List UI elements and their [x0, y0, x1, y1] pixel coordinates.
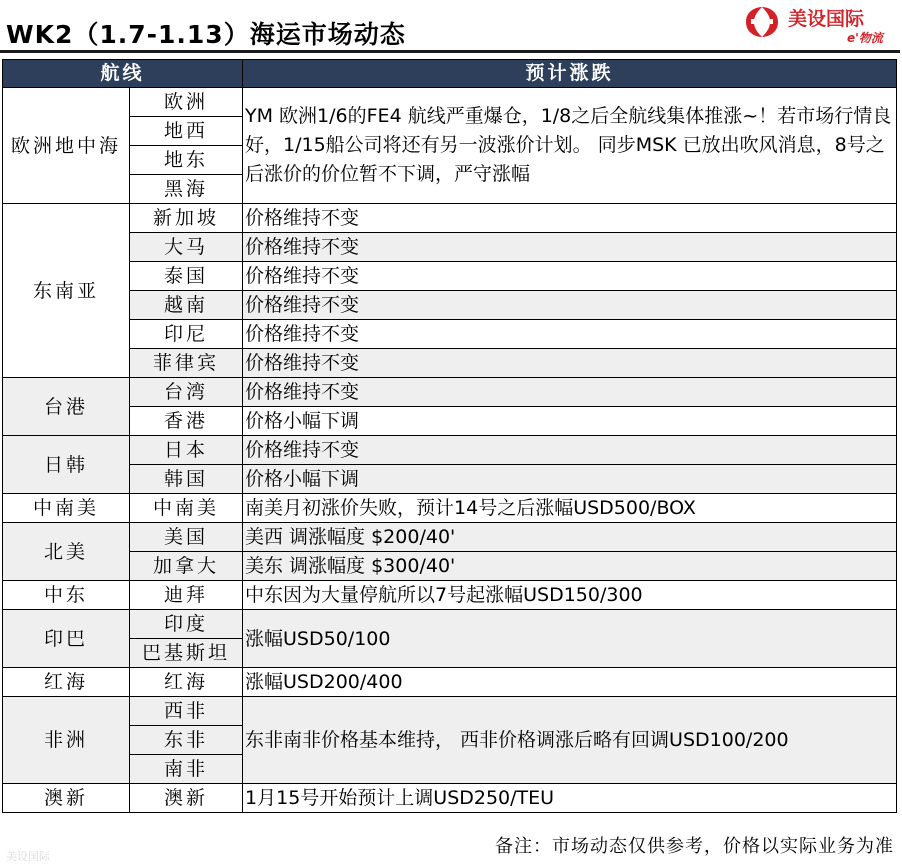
table-row [3, 610, 897, 639]
forecast-cell: 中东因为大量停航所以7号起涨幅USD150/300 [243, 581, 897, 610]
forecast-cell: 价格维持不变 [243, 262, 897, 291]
region-cell-japan-korea: 日韩 [3, 436, 130, 494]
route-cell: 东非 [130, 726, 243, 755]
table-row [3, 320, 897, 349]
route-cell: 地东 [130, 146, 243, 175]
forecast-cell: 美西 调涨幅度 $200/40' [243, 523, 897, 552]
forecast-cell-europe: YM 欧洲1/6的FE4 航线严重爆仓，1/8之后全航线集体推涨~！若市场行情良好，1/15船公司将还有另一波涨价计划。 同步MSK 已放出吹风消息，8号之后涨价的价位暂不下调，严守涨幅 [243, 88, 897, 204]
route-cell: 印度 [130, 610, 243, 639]
forecast-cell: 东非南非价格基本维持， 西非价格调涨后略有回调USD100/200 [243, 697, 897, 784]
route-cell: 巴基斯坦 [130, 639, 243, 668]
region-cell-middle-east: 中东 [3, 581, 130, 610]
logo-mark-icon [742, 5, 782, 39]
table-row [3, 697, 897, 726]
company-logo [742, 1, 902, 47]
route-cell: 中南美 [130, 494, 243, 523]
region-cell-anz: 澳新 [3, 784, 130, 813]
table-row [3, 581, 897, 610]
table-row [3, 349, 897, 378]
region-cell-north-america: 北美 [3, 523, 130, 581]
table-header-row [3, 60, 897, 88]
route-cell: 南非 [130, 755, 243, 784]
table-row [3, 204, 897, 233]
page-title: WK2（1.7-1.13）海运市场动态 [6, 20, 406, 49]
route-cell: 迪拜 [130, 581, 243, 610]
route-cell: 泰国 [130, 262, 243, 291]
route-cell: 菲律宾 [130, 349, 243, 378]
region-cell-europe: 欧洲地中海 [3, 88, 130, 204]
table-row [3, 436, 897, 465]
freight-market-table [2, 59, 897, 813]
forecast-cell: 价格小幅下调 [243, 407, 897, 436]
region-cell-africa: 非洲 [3, 697, 130, 784]
logo-sub-text: e'物流 [847, 31, 883, 45]
route-cell: 澳新 [130, 784, 243, 813]
forecast-cell: 价格维持不变 [243, 320, 897, 349]
table-row [3, 523, 897, 552]
forecast-cell: 价格维持不变 [243, 436, 897, 465]
title-rule [0, 50, 900, 53]
table-row [3, 233, 897, 262]
forecast-cell: 1月15号开始预计上调USD250/TEU [243, 784, 897, 813]
footnote: 备注：市场动态仅供参考，价格以实际业务为准 [495, 836, 894, 857]
header-route: 航线 [3, 60, 243, 88]
forecast-cell: 美东 调涨幅度 $300/40' [243, 552, 897, 581]
table-row [3, 291, 897, 320]
route-cell: 新加坡 [130, 204, 243, 233]
route-cell: 印尼 [130, 320, 243, 349]
region-cell-red-sea: 红海 [3, 668, 130, 697]
route-cell: 日本 [130, 436, 243, 465]
table-row [3, 784, 897, 813]
forecast-cell: 价格小幅下调 [243, 465, 897, 494]
route-cell: 大马 [130, 233, 243, 262]
table-row [3, 552, 897, 581]
faint-watermark-text: 美设国际 [6, 850, 50, 863]
logo-brand-text: 美设国际 [788, 8, 865, 30]
region-cell-taiwan-hk: 台港 [3, 378, 130, 436]
header-forecast: 预计涨跌 [243, 60, 897, 88]
table-row [3, 668, 897, 697]
region-cell-india-pakistan: 印巴 [3, 610, 130, 668]
route-cell: 地西 [130, 117, 243, 146]
table-row [3, 88, 897, 117]
forecast-cell: 价格维持不变 [243, 233, 897, 262]
route-cell: 美国 [130, 523, 243, 552]
route-cell: 欧洲 [130, 88, 243, 117]
region-cell-central-south-america: 中南美 [3, 494, 130, 523]
table-row [3, 465, 897, 494]
table-row [3, 494, 897, 523]
forecast-cell: 涨幅USD200/400 [243, 668, 897, 697]
forecast-cell: 南美月初涨价失败，预计14号之后涨幅USD500/BOX [243, 494, 897, 523]
region-cell-southeast-asia: 东南亚 [3, 204, 130, 378]
route-cell: 加拿大 [130, 552, 243, 581]
forecast-cell: 涨幅USD50/100 [243, 610, 897, 668]
table-row [3, 262, 897, 291]
route-cell: 红海 [130, 668, 243, 697]
route-cell: 西非 [130, 697, 243, 726]
route-cell: 台湾 [130, 378, 243, 407]
route-cell: 香港 [130, 407, 243, 436]
forecast-cell: 价格维持不变 [243, 291, 897, 320]
forecast-cell: 价格维持不变 [243, 349, 897, 378]
forecast-cell: 价格维持不变 [243, 204, 897, 233]
route-cell: 越南 [130, 291, 243, 320]
table-row [3, 407, 897, 436]
route-cell: 黑海 [130, 175, 243, 204]
table-row [3, 378, 897, 407]
route-cell: 韩国 [130, 465, 243, 494]
forecast-cell: 价格维持不变 [243, 378, 897, 407]
